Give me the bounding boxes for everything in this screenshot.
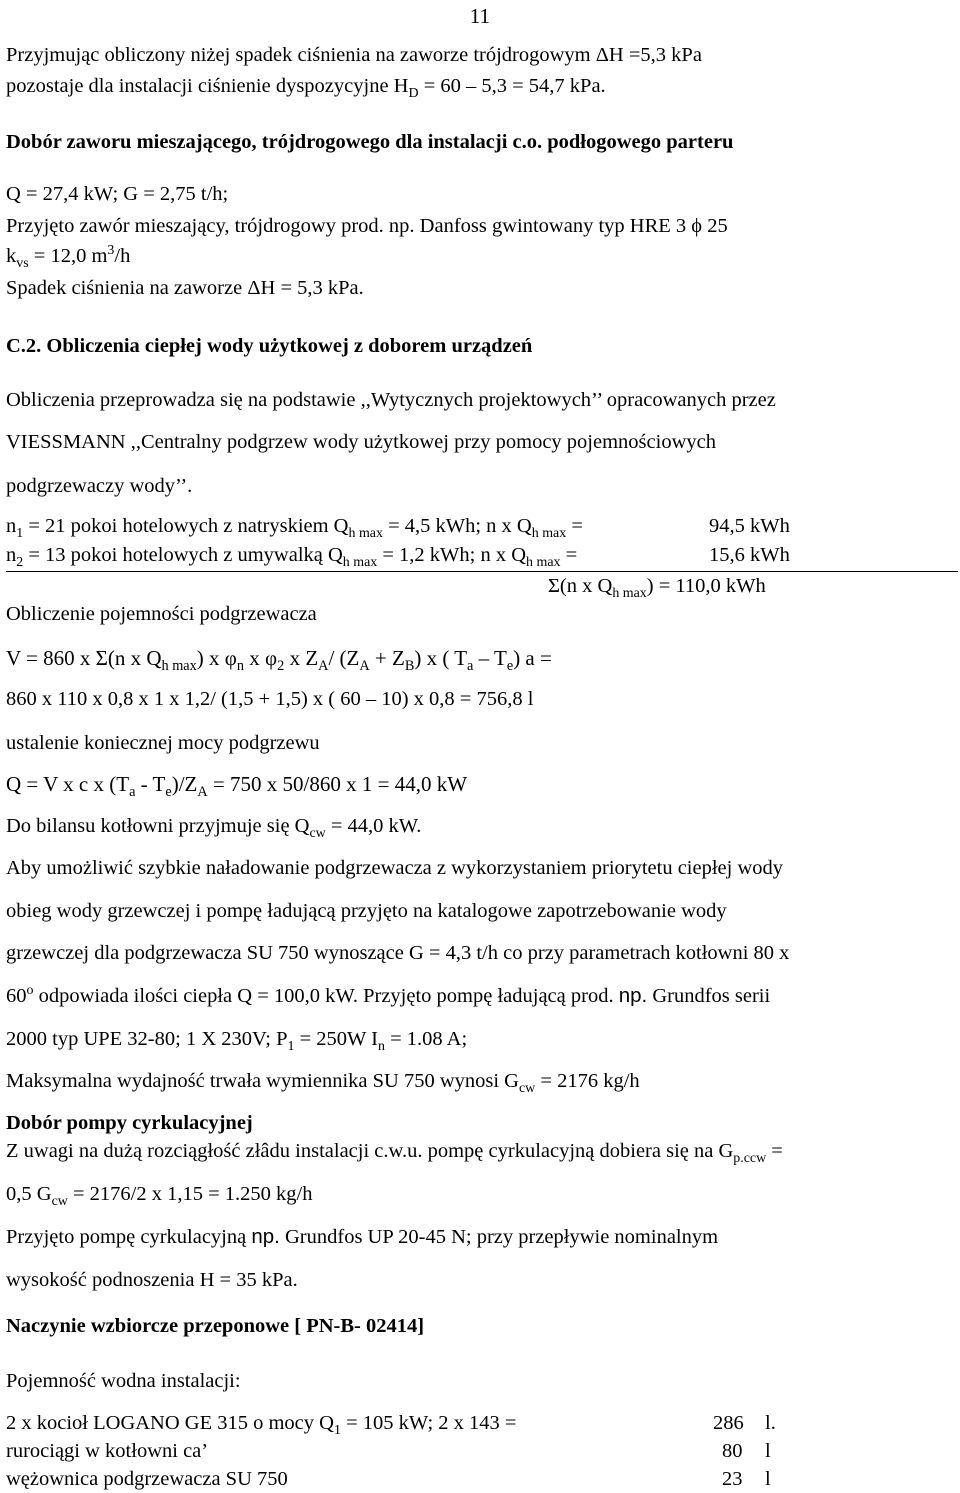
rooms-sum: Σ(n x $Q_{h max}) = 110,0$ kWh bbox=[548, 575, 766, 602]
circulation-line-4: wysokość podnoszenia H = 35 kPa. bbox=[6, 1269, 298, 1291]
expansion-row-unit: l bbox=[765, 1440, 771, 1462]
charging-line-2: obieg wody grzewczej i pompę ładującą przyjęto na katalogowe zapotrzebowanie wody bbox=[6, 900, 727, 922]
capacity-heading: Obliczenie pojemności podgrzewacza bbox=[6, 603, 317, 625]
expansion-row-label: rurociągi w kotłowni ca’ bbox=[6, 1440, 209, 1462]
circulation-line-3: Przyjęto pompę cyrkulacyjną np. Grundfos UP 20-45 N; przy przepływie nominalnym bbox=[6, 1225, 719, 1248]
circulation-heading: Dobór pompy cyrkulacyjnej bbox=[6, 1112, 253, 1134]
intro-line-1: Przyjmując obliczony niżej spadek ciśnienia na zaworze trójdrogowym ΔH =5,3 kPa bbox=[6, 44, 702, 66]
capacity-formula: V = 860 x Σ(n x $Q_{h max}$) x $\varphi_n$ x $\varphi_2$ x $Z_A/$ $(Z_A + Z_B)$ x ( $T_a - T_e$) a = bbox=[6, 646, 552, 675]
section-c2-p1: Obliczenia przeprowadza się na podstawie ,,Wytycznych projektowych’’ opracowanych przez bbox=[6, 389, 776, 411]
charging-line-3: grzewczej dla podgrzewacza SU 750 wynoszące G = 4,3 t/h co przy parametrach kotłowni 80 x bbox=[6, 942, 790, 964]
rooms-n1: $n_1 = 21$ pokoi hotelowych z natryskiem $Q_{h max} = 4,5$ kWh; n x $Q_{h max}$ = bbox=[6, 515, 583, 542]
power-formula: Q = V x c x $(T_a - T_e)/Z_A = 750$ x 50/860 x 1 = 44,0 kW bbox=[6, 772, 468, 801]
rooms-n2: $n_2 = 13$ pokoi hotelowych z umywalką $Q_{h max} = 1,2$ kWh; n x $Q_{h max}$ = bbox=[6, 544, 578, 571]
circulation-line-2: 0,5 $G_{cw} = 2176/2$ x 1,15 = 1.250 kg/h bbox=[6, 1183, 313, 1210]
expansion-row-value: 286 bbox=[713, 1412, 744, 1434]
expansion-row-label: wężownica podgrzewacza SU 750 bbox=[6, 1468, 288, 1490]
page-number: 11 bbox=[469, 4, 490, 28]
valve-params: Q = 27,4 kW; G = 2,75 t/h; bbox=[6, 183, 229, 205]
expansion-row-value: 23 bbox=[722, 1468, 743, 1490]
section-c2-heading: C.2. Obliczenia ciepłej wody użytkowej z doborem urządzeń bbox=[6, 335, 533, 357]
valve-heading: Dobór zaworu mieszającego, trójdrogowego dla instalacji c.o. podłogowego parteru bbox=[6, 131, 734, 153]
expansion-row-unit: l bbox=[765, 1468, 771, 1490]
valve-pressure-drop: Spadek ciśnienia na zaworze ΔH = 5,3 kPa. bbox=[6, 277, 364, 299]
intro-line-2: pozostaje dla instalacji ciśnienie dyspozycyjne $H_D = 60 - 5,3 = 54,7$ kPa. bbox=[6, 75, 606, 102]
charging-line-6: Maksymalna wydajność trwała wymiennika SU 750 wynosi $G_{cw} = 2176$ kg/h bbox=[6, 1070, 640, 1097]
rooms-n2-value: 15,6 kWh bbox=[709, 544, 790, 566]
sum-divider bbox=[6, 571, 958, 572]
circulation-line-1: Z uwagi na dużą rozciągłość złâdu instalacji c.w.u. pompę cyrkulacyjną dobiera się na $G_{p.ccw}$ = bbox=[6, 1140, 783, 1167]
charging-line-1: Aby umożliwić szybkie naładowanie podgrzewacza z wykorzystaniem priorytetu ciepłej wody bbox=[6, 857, 784, 879]
valve-selected: Przyjęto zawór mieszający, trójdrogowy prod. np. Danfoss gwintowany typ HRE 3 ϕ 25 bbox=[6, 215, 728, 237]
expansion-row-unit: l. bbox=[765, 1412, 776, 1434]
capacity-calc: 860 x 110 x 0,8 x 1 x 1,2/ (1,5 + 1,5) x ( 60 – 10) x 0,8 = 756,8 l bbox=[6, 688, 534, 710]
power-balance: Do bilansu kotłowni przyjmuje się $Q_{cw} = 44,0$ kW. bbox=[6, 815, 422, 842]
charging-line-5: 2000 typ UPE 32-80; 1 X 230V; $P_1 = 250W$ $I_n = 1.08$ A; bbox=[6, 1028, 468, 1055]
section-c2-p2: VIESSMANN ,,Centralny podgrzew wody użytkowej przy pomocy pojemnościowych bbox=[6, 431, 716, 453]
expansion-row-value: 80 bbox=[722, 1440, 743, 1462]
expansion-heading: Naczynie wzbiorcze przeponowe [ PN-B- 02414] bbox=[6, 1315, 425, 1337]
charging-line-4: 60$^o$ odpowiada ilości ciepła Q = 100,0 kW. Przyjęto pompę ładującą prod. np. Grundfos serii bbox=[6, 983, 771, 1007]
expansion-capacity-label: Pojemność wodna instalacji: bbox=[6, 1370, 241, 1392]
section-c2-p3: podgrzewaczy wody’’. bbox=[6, 475, 193, 497]
rooms-n1-value: 94,5 kWh bbox=[709, 515, 790, 537]
valve-kvs: $k_{vs} = 12,0$ $m^3/h$ bbox=[6, 243, 131, 272]
power-heading: ustalenie koniecznej mocy podgrzewu bbox=[6, 732, 320, 754]
expansion-row-label: 2 x kocioł LOGANO GE 315 o mocy $Q_1 = 105$ kW; 2 x 143 = bbox=[6, 1412, 517, 1439]
